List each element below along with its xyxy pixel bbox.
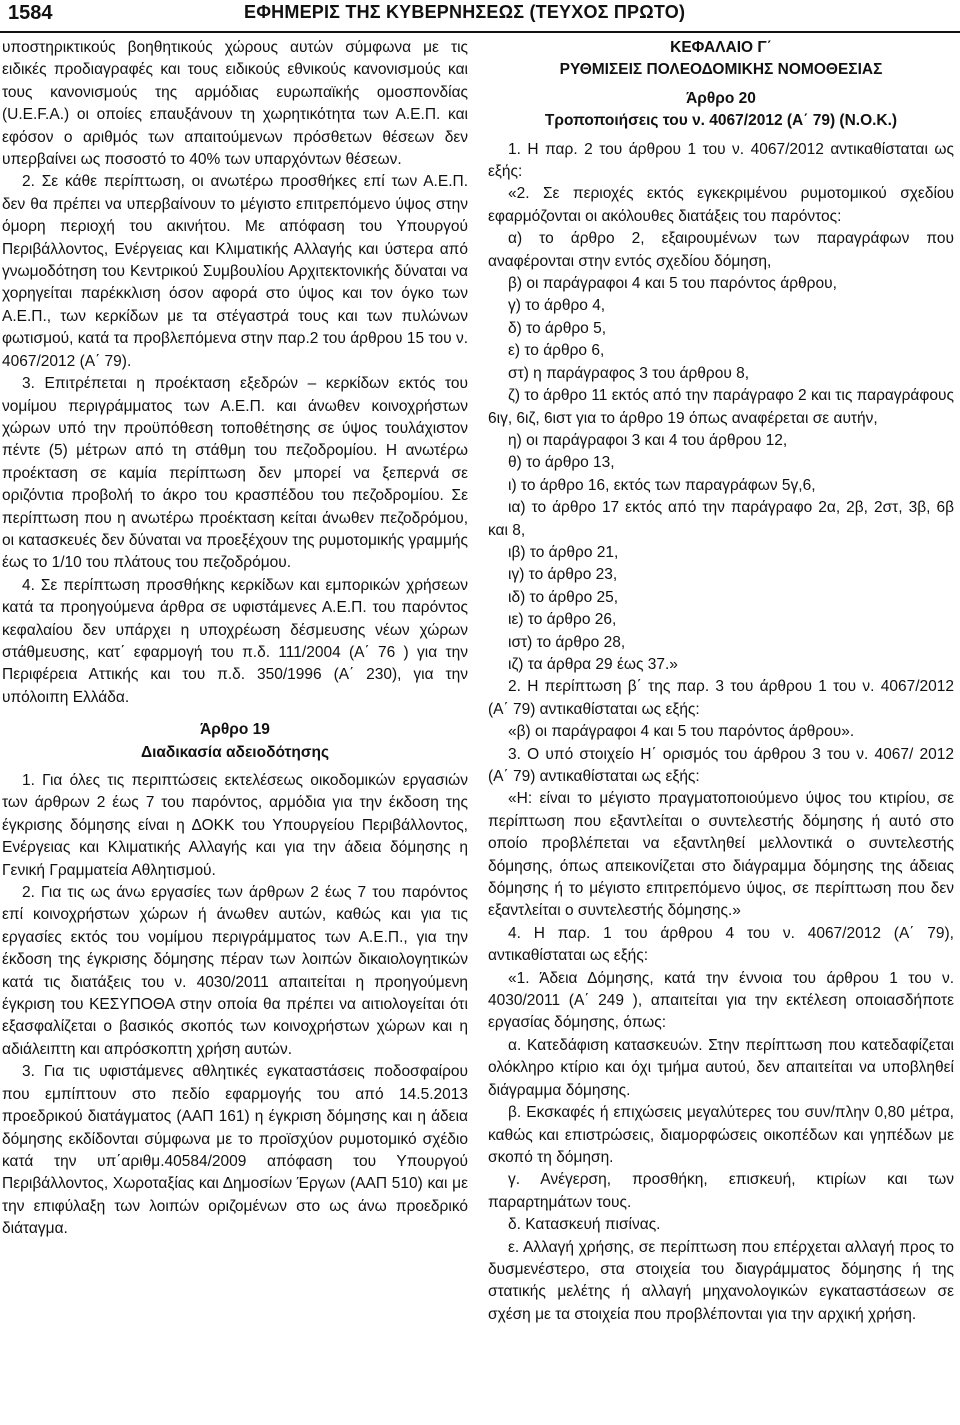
chapter-subtitle: ΡΥΘΜΙΣΕΙΣ ΠΟΛΕΟΔΟΜΙΚΗΣ ΝΟΜΟΘΕΣΙΑΣ: [559, 61, 883, 79]
paragraph: ε. Αλλαγή χρήσης, σε περίπτωση που επέρχεται αλλαγή προς το δυσμενέστερο, στα στοιχεία του διαγράμματος δόμησης ή της στατικής μελέτης ή αλλαγή μηχανολογικών εγκαταστάσεων σε σχέση με τα στοιχεία που προβλέπονται για την αρχική χρήση.: [488, 1238, 954, 1323]
header-rule: [0, 31, 960, 33]
paragraph: δ. Κατασκευή πισίνας.: [508, 1216, 661, 1234]
paragraph: 3. Για τις υφιστάμενες αθλητικές εγκαταστάσεις ποδοσφαίρου που εμπίπτουν στο πεδίο εφαρμογής του από 14.5.2013 προεδρικού διατάγματος (ΑΑΠ 161) η έγκριση δόμησης και η άδεια δόμησης εκδίδονται σύμφωνα με το προϊσχύον ρυμοτομικό σχέδιο κατά την υπ΄αριθμ.40584/2009 απόφαση του Υπουργού Περιβάλλοντος, Χωροταξίας και Δημοσίων Έργων (ΑΑΠ 510) και με την επιφύλαξη των λοιπών οριζομένων στο ως άνω προεδρικό διάταγμα.: [2, 1063, 468, 1238]
paragraph: β. Εκσκαφές ή επιχώσεις μεγαλύτερες του συν/πλην 0,80 μέτρα, καθώς και επιστρώσεις, διαμορφώσεις οικοπέδων και γηπέδων με σκοπό τη δόμηση.: [488, 1104, 954, 1166]
list-item: ιβ) το άρθρο 21,: [508, 543, 619, 561]
article-19-subtitle: Διαδικασία αδειοδότησης: [140, 743, 330, 761]
paragraph: 3. Επιτρέπεται η προέκταση εξεδρών – κερκίδων εκτός του νομίμου περιγράμματος των Α.Ε.Π. και άνωθεν κοινοχρήστων χώρων υπό την προϋπόθεση τοποθέτησης σε ύψος τουλάχιστον πέντε (5) μέτρων από τη στάθμη του πεζοδρομίου. Η ανωτέρω προέκταση σε καμία περίπτωση δεν μπορεί να ξεπερνά σε οριζόντια προβολή το άκρο του κρασπέδου του πεζοδρομίου. Σε περίπτωση που η ανωτέρω προέκταση κείται άνωθεν πεζοδρόμου, οι κατασκευές δεν δύναται να προεξέχουν της ρυμοτομικής γραμμής έως το 1/10 του πλάτους του πεζοδρόμου.: [2, 375, 468, 572]
left-column: [2, 37, 468, 1241]
list-item: δ) το άρθρο 5,: [508, 319, 606, 337]
list-item: ι) το άρθρο 16, εκτός των παραγράφων 5γ,6,: [508, 476, 816, 494]
list-item: ιζ) τα άρθρα 29 έως 37.»: [508, 655, 678, 673]
list-item: γ) το άρθρο 4,: [508, 297, 606, 315]
paragraph: 4. Η παρ. 1 του άρθρου 4 του ν. 4067/2012 (Α΄ 79), αντικαθίσταται ως εξής:: [488, 924, 954, 965]
article-20-title: Άρθρο 20: [686, 89, 756, 107]
list-item: ια) το άρθρο 17 εκτός από την παράγραφο 2α, 2β, 2στ, 3β, 6β και 8,: [488, 499, 954, 539]
paragraph: «Η: είναι το μέγιστο πραγματοποιούμενο ύψος του κτιρίου, σε περίπτωση που εξαντλείται ο συντελεστής δόμησης ή αυτό στο οποίο προβλέπεται να εξαντληθεί μελλοντικά ο συντελεστής δόμησης, όπως απεικονίζεται στο διάγραμμα δόμησης της άδειας δόμησης ή το μέγιστο επιτρεπόμενο ύψος, σε περίπτωση που δεν εξαντλείται ο συντελεστής δόμησης.»: [488, 790, 954, 920]
list-item: θ) το άρθρο 13,: [508, 454, 615, 472]
chapter-title: ΚΕΦΑΛΑΙΟ Γ΄: [670, 39, 772, 56]
list-item: β) οι παράγραφοι 4 και 5 του παρόντος άρθρου,: [508, 275, 837, 293]
paragraph: 4. Σε περίπτωση προσθήκης κερκίδων και εμπορικών χρήσεων κατά τα προηγούμενα άρθρα σε υφιστάμενες Α.Ε.Π. του παρόντος κεφαλαίου δεν υπάρχει η υποχρέωση δέσμευσης νέων χώρων στάθμευσης, κατ΄ εφαρμογή του π.δ. 111/2004 (Α΄ 76 ) για την Περιφέρεια Αττικής και του π.δ. 350/1996 (Α΄ 230), για την υπόλοιπη Ελλάδα.: [2, 576, 468, 706]
paragraph: 2. Για τις ως άνω εργασίες των άρθρων 2 έως 7 του παρόντος επί κοινοχρήστων χώρων ή άνωθεν αυτών, καθώς και για τις εργασίες εκτός του νομίμου περιγράμματος των Α.Ε.Π., για την έκδοση της έγκρισης δόμησης πέραν των λοιπών δικαιολογητικών κατά τις διατάξεις του ν. 4030/2011 απαιτείται η προηγούμενη έγκριση του ΚΕΣΥΠΟΘΑ στην οποία θα πρέπει να αιτιολογείται ότι εξασφαλίζεται ο βασικός σκοπός των κοινοχρήστων χώρων και η αδιάλειπτη και απρόσκοπτη χρήση αυτών.: [2, 884, 468, 1058]
list-item: ιγ) το άρθρο 23,: [508, 566, 618, 584]
right-column: [488, 37, 954, 1326]
paragraph: «1. Άδεια Δόμησης, κατά την έννοια του άρθρου 1 του ν. 4030/2011 (Α΄ 249 ), απαιτείται για την εκτέλεση οποιασδήποτε εργασίας δόμησης, όπως:: [488, 969, 954, 1032]
list-item: α) το άρθρο 2, εξαιρουμένων των παραγράφων που αναφέρονται στην εντός σχεδίου δόμηση,: [488, 230, 954, 270]
paragraph: «2. Σε περιοχές εκτός εγκεκριμένου ρυμοτομικού σχεδίου εφαρμόζονται οι ακόλουθες διατάξεις του παρόντος:: [488, 185, 954, 225]
list-item: ιε) το άρθρο 26,: [508, 611, 617, 629]
paragraph: 1. Η παρ. 2 του άρθρου 1 του ν. 4067/2012 αντικαθίσταται ως εξής:: [488, 140, 954, 181]
article-19-title: Άρθρο 19: [200, 721, 270, 739]
list-item: η) οι παράγραφοι 3 και 4 του άρθρου 12,: [508, 431, 788, 449]
paragraph: «β) οι παράγραφοι 4 και 5 του παρόντος άρθρου».: [508, 723, 855, 741]
paragraph: 2. Σε κάθε περίπτωση, οι ανωτέρω προσθήκες επί των Α.Ε.Π. δεν θα πρέπει να υπερβαίνουν το μέγιστο επιτρεπόμενο ύψος στην όμορη περιοχή του ακινήτου. Με απόφαση του Υπουργού Περιβάλλοντος, Ενέργειας και Κλιματικής Αλλαγής και ύστερα από γνωμοδότηση του Κεντρικού Συμβουλίου Αρχιτεκτονικής δύναται να χορηγείται παρέκκλιση όσον αφορά στο ύψος και τον όγκο των Α.Ε.Π., των κερκίδων με τα στέγαστρά τους και των πυλώνων φωτισμού, κατά τα προβλεπόμενα στην παρ.2 του άρθρου 15 του ν. 4067/2012 (Α΄ 79).: [2, 173, 468, 370]
list-item: ιστ) το άρθρο 28,: [508, 633, 626, 651]
list-item: ζ) το άρθρο 11 εκτός από την παράγραφο 2 και τις παραγράφους 6ιγ, 6ιζ, 6ιστ για το άρθρο 19 όπως αναφέρεται σε αυτήν,: [488, 387, 954, 427]
running-title: ΕΦΗΜΕΡΙΣ ΤΗΣ ΚΥΒΕΡΝΗΣΕΩΣ (ΤΕΥΧΟΣ ΠΡΩΤΟ): [244, 2, 686, 22]
article-20-subtitle: Τροποποιήσεις του ν. 4067/2012 (Α΄ 79) (Ν.Ο.Κ.): [544, 112, 898, 130]
paragraph: υποστηρικτικούς βοηθητικούς χώρους αυτών σύμφωνα με τις ειδικές προδιαγραφές και τους ειδικούς εθνικούς κανονισμούς και τους κανονισμούς της αρμόδιας ευρωπαϊκής ομοσπονδίας (U.E.F.A.) οι οποίες επαυξάνουν τη χωρητικότητα των Α.Ε.Π. και εφόσον ο αριθμός των απαιτούμενων πρόσθετων θέσεων δεν υπερβαίνει ως ποσοστό το 40% των υπαρχόντων θέσεων.: [2, 39, 468, 169]
list-item: ε) το άρθρο 6,: [508, 342, 605, 360]
paragraph: 1. Για όλες τις περιπτώσεις εκτελέσεως οικοδομικών εργασιών των άρθρων 2 έως 7 του παρόντος, αρμόδια για την έκδοση της έγκρισης δόμησης είναι η ΔΟΚΚ του Υπουργείου Περιβάλλοντος, Ενέργειας και Κλιματικής Αλλαγής και για την άδεια δόμησης η Γενική Γραμματεία Αθλητισμού.: [2, 772, 468, 879]
page-number: 1584: [8, 2, 53, 24]
list-item: ιδ) το άρθρο 25,: [508, 588, 619, 606]
page-header: [0, 0, 960, 30]
list-item: στ) η παράγραφος 3 του άρθρου 8,: [508, 364, 750, 382]
paragraph: α. Κατεδάφιση κατασκευών. Στην περίπτωση που κατεδαφίζεται ολόκληρο κτίριο και όχι τμήμα αυτού, δεν απαιτείται να υποβληθεί διάγραμμα δόμησης.: [488, 1036, 954, 1099]
paragraph: γ. Ανέγερση, προσθήκη, επισκευή, κτιρίων και των παραρτημάτων τους.: [488, 1171, 954, 1211]
paragraph: 2. Η περίπτωση β΄ της παρ. 3 του άρθρου 1 του ν. 4067/2012 (Α΄ 79) αντικαθίσταται ως εξής:: [488, 678, 954, 718]
paragraph: 3. Ο υπό στοιχείο Η΄ ορισμός του άρθρου 3 του ν. 4067/ 2012 (Α΄ 79) αντικαθίσταται ως εξής:: [488, 745, 954, 785]
